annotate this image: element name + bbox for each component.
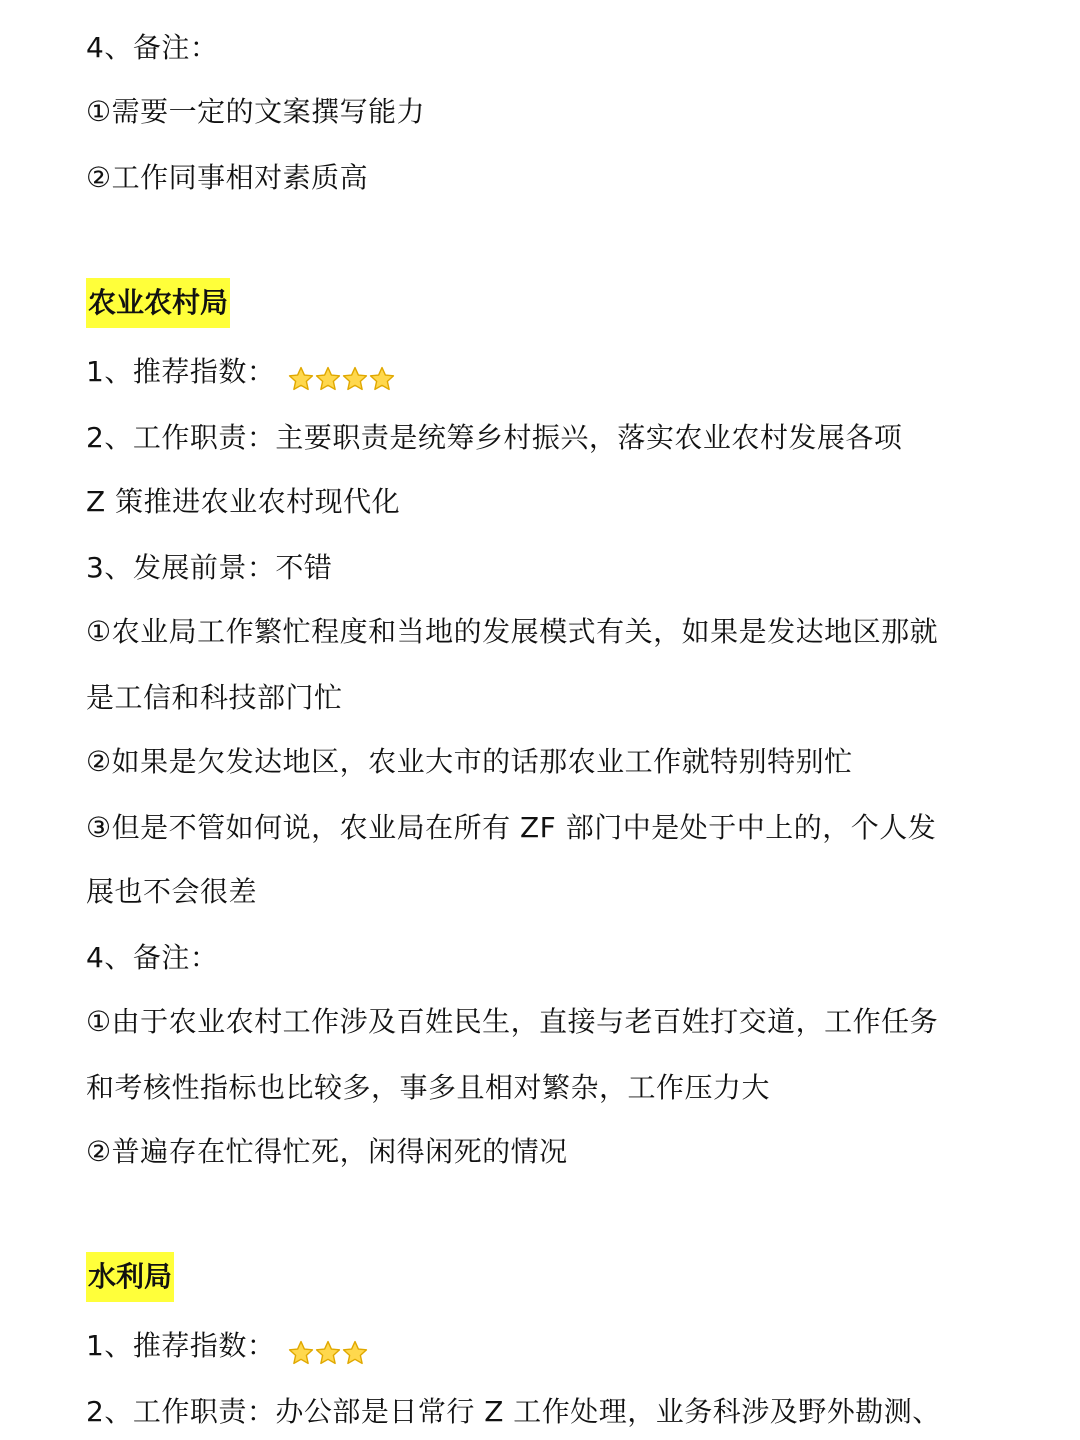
rating-stars [287, 358, 395, 388]
section-heading-water: 水利局 [86, 1252, 174, 1302]
rating-row [86, 352, 395, 392]
notes-label: 4、备注： [86, 31, 219, 64]
section-heading-agriculture: 农业农村局 [86, 278, 230, 328]
note-item: ①由于农业农村工作涉及百姓民生，直接与老百姓打交道，工作任务 [86, 1005, 939, 1038]
prospect-item: ③但是不管如何说，农业局在所有 ZF 部门中是处于中上的，个人发 [86, 811, 937, 844]
star-icon [368, 365, 396, 393]
prospect-item: 是工信和科技部门忙 [86, 681, 343, 714]
prospect-label: 3、发展前景：不错 [86, 551, 333, 584]
rating-label: 1、推荐指数： [86, 355, 276, 388]
duty-text: 2、工作职责：主要职责是统筹乡村振兴，落实农业农村发展各项 [86, 421, 903, 454]
note-item: ②工作同事相对素质高 [86, 161, 369, 194]
rating-row [86, 1326, 368, 1366]
rating-stars [287, 1332, 368, 1362]
star-icon [314, 365, 342, 393]
note-item: ②普遍存在忙得忙死，闲得闲死的情况 [86, 1135, 568, 1168]
duty-text: 2、工作职责：办公部是日常行 Z 工作处理，业务科涉及野外勘测、 [86, 1395, 941, 1428]
prospect-item: ②如果是欠发达地区，农业大市的话那农业工作就特别特别忙 [86, 745, 853, 778]
note-item: ①需要一定的文案撰写能力 [86, 95, 426, 128]
rating-label: 1、推荐指数： [86, 1329, 276, 1362]
duty-text: Z 策推进农业农村现代化 [86, 485, 401, 518]
star-icon [341, 1339, 369, 1367]
prospect-item: 展也不会很差 [86, 875, 258, 908]
star-icon [341, 365, 369, 393]
star-icon [287, 1339, 315, 1367]
note-item: 和考核性指标也比较多，事多且相对繁杂，工作压力大 [86, 1071, 771, 1104]
notes-label: 4、备注： [86, 941, 219, 974]
star-icon [314, 1339, 342, 1367]
star-icon [287, 365, 315, 393]
prospect-item: ①农业局工作繁忙程度和当地的发展模式有关，如果是发达地区那就 [86, 615, 939, 648]
